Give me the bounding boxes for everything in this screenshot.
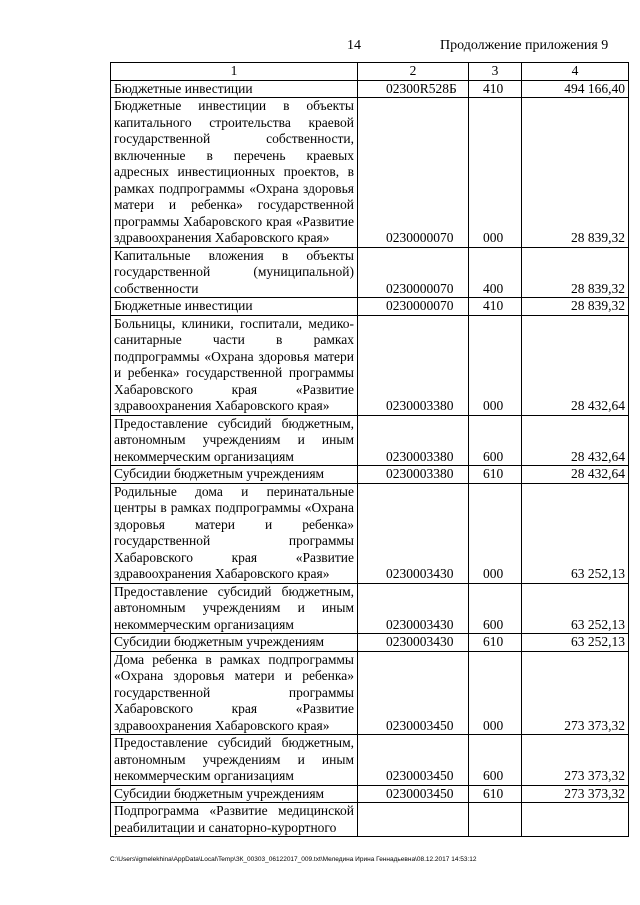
row-amount-cell: 28 432,64 bbox=[522, 415, 629, 466]
row-type-cell: 000 bbox=[469, 651, 522, 735]
table-header-row bbox=[111, 63, 629, 81]
row-amount-cell: 273 373,32 bbox=[522, 785, 629, 803]
table-row bbox=[111, 651, 629, 735]
row-name-cell: Субсидии бюджетным учреждениям bbox=[111, 466, 358, 484]
row-type-cell: 610 bbox=[469, 634, 522, 652]
row-code-cell: 0230003450 bbox=[358, 735, 469, 786]
row-code-cell: 0230000070 bbox=[358, 247, 469, 298]
row-name-cell: Бюджетные инвестиции в объекты капитального строительства краевой государственной собственности, включенные в перечень краевых адресных инвестиционных проектов, в рамках подпрограммы «Охрана здоровья матери и ребенка» государственной программы Хабаровского края «Развитие здравоохранения Хабаровского края» bbox=[111, 98, 358, 248]
row-type-cell: 000 bbox=[469, 315, 522, 415]
row-type-cell: 600 bbox=[469, 583, 522, 634]
row-code-cell: 0230003450 bbox=[358, 651, 469, 735]
table-row bbox=[111, 298, 629, 316]
row-name-cell: Больницы, клиники, госпитали, медико-санитарные части в рамках подпрограммы «Охрана здоровья матери и ребенка» государственной программы Хабаровского края «Развитие здравоохранения Хабаровского края» bbox=[111, 315, 358, 415]
row-code-cell: 0230003430 bbox=[358, 634, 469, 652]
row-name-cell: Капитальные вложения в объекты государственной (муниципальной) собственности bbox=[111, 247, 358, 298]
row-name-cell: Родильные дома и перинатальные центры в рамках подпрограммы «Охрана здоровья матери и ребенка» государственной программы Хабаровского края «Развитие здравоохранения Хабаровского края» bbox=[111, 483, 358, 583]
row-amount-cell: 63 252,13 bbox=[522, 634, 629, 652]
row-type-cell: 600 bbox=[469, 735, 522, 786]
table-row bbox=[111, 98, 629, 248]
table-row bbox=[111, 483, 629, 583]
table-row bbox=[111, 247, 629, 298]
document-path-footer: C:\Users\igmelekhina\AppData\Local\Temp\ЗК_00303_06122017_009.txt\Меледина Ирина Геннадьевна\08.12.2017 14:53:12 bbox=[110, 856, 477, 863]
row-name-cell: Субсидии бюджетным учреждениям bbox=[111, 634, 358, 652]
row-amount-cell: 28 839,32 bbox=[522, 98, 629, 248]
row-type-cell: 000 bbox=[469, 98, 522, 248]
row-amount-cell: 28 432,64 bbox=[522, 315, 629, 415]
table-row bbox=[111, 634, 629, 652]
row-code-cell: 02300R528Б bbox=[358, 80, 469, 98]
row-type-cell bbox=[469, 803, 522, 837]
row-name-cell: Бюджетные инвестиции bbox=[111, 80, 358, 98]
row-type-cell: 000 bbox=[469, 483, 522, 583]
row-code-cell: 0230003380 bbox=[358, 466, 469, 484]
column-header: 1 bbox=[111, 63, 358, 81]
row-amount-cell: 28 839,32 bbox=[522, 247, 629, 298]
row-amount-cell: 273 373,32 bbox=[522, 651, 629, 735]
row-code-cell: 0230003450 bbox=[358, 785, 469, 803]
row-name-cell: Предоставление субсидий бюджетным, автономным учреждениям и иным некоммерческим организациям bbox=[111, 583, 358, 634]
table-row bbox=[111, 315, 629, 415]
row-type-cell: 600 bbox=[469, 415, 522, 466]
row-amount-cell: 28 432,64 bbox=[522, 466, 629, 484]
table-row bbox=[111, 785, 629, 803]
row-amount-cell: 494 166,40 bbox=[522, 80, 629, 98]
column-header: 3 bbox=[469, 63, 522, 81]
row-amount-cell: 63 252,13 bbox=[522, 583, 629, 634]
row-name-cell: Субсидии бюджетным учреждениям bbox=[111, 785, 358, 803]
row-code-cell: 0230003380 bbox=[358, 415, 469, 466]
row-amount-cell: 63 252,13 bbox=[522, 483, 629, 583]
row-type-cell: 410 bbox=[469, 80, 522, 98]
budget-table bbox=[110, 62, 629, 837]
table-row bbox=[111, 583, 629, 634]
table-row bbox=[111, 803, 629, 837]
row-name-cell: Бюджетные инвестиции bbox=[111, 298, 358, 316]
row-name-cell: Подпрограмма «Развитие медицинской реабилитации и санаторно-курортного bbox=[111, 803, 358, 837]
row-type-cell: 400 bbox=[469, 247, 522, 298]
column-header: 4 bbox=[522, 63, 629, 81]
table-row bbox=[111, 80, 629, 98]
row-name-cell: Дома ребенка в рамках подпрограммы «Охрана здоровья матери и ребенка» государственной программы Хабаровского края «Развитие здравоохранения Хабаровского края» bbox=[111, 651, 358, 735]
row-code-cell: 0230003380 bbox=[358, 315, 469, 415]
table-row bbox=[111, 735, 629, 786]
row-code-cell: 0230003430 bbox=[358, 483, 469, 583]
row-code-cell bbox=[358, 803, 469, 837]
row-code-cell: 0230003430 bbox=[358, 583, 469, 634]
row-amount-cell: 28 839,32 bbox=[522, 298, 629, 316]
page-number: 14 bbox=[347, 38, 361, 53]
row-code-cell: 0230000070 bbox=[358, 298, 469, 316]
row-amount-cell: 273 373,32 bbox=[522, 735, 629, 786]
row-type-cell: 610 bbox=[469, 785, 522, 803]
table-row bbox=[111, 466, 629, 484]
row-type-cell: 610 bbox=[469, 466, 522, 484]
row-name-cell: Предоставление субсидий бюджетным, автономным учреждениям и иным некоммерческим организациям bbox=[111, 735, 358, 786]
continuation-label: Продолжение приложения 9 bbox=[440, 38, 609, 53]
row-code-cell: 0230000070 bbox=[358, 98, 469, 248]
column-header: 2 bbox=[358, 63, 469, 81]
row-amount-cell bbox=[522, 803, 629, 837]
row-name-cell: Предоставление субсидий бюджетным, автономным учреждениям и иным некоммерческим организациям bbox=[111, 415, 358, 466]
table-row bbox=[111, 415, 629, 466]
row-type-cell: 410 bbox=[469, 298, 522, 316]
